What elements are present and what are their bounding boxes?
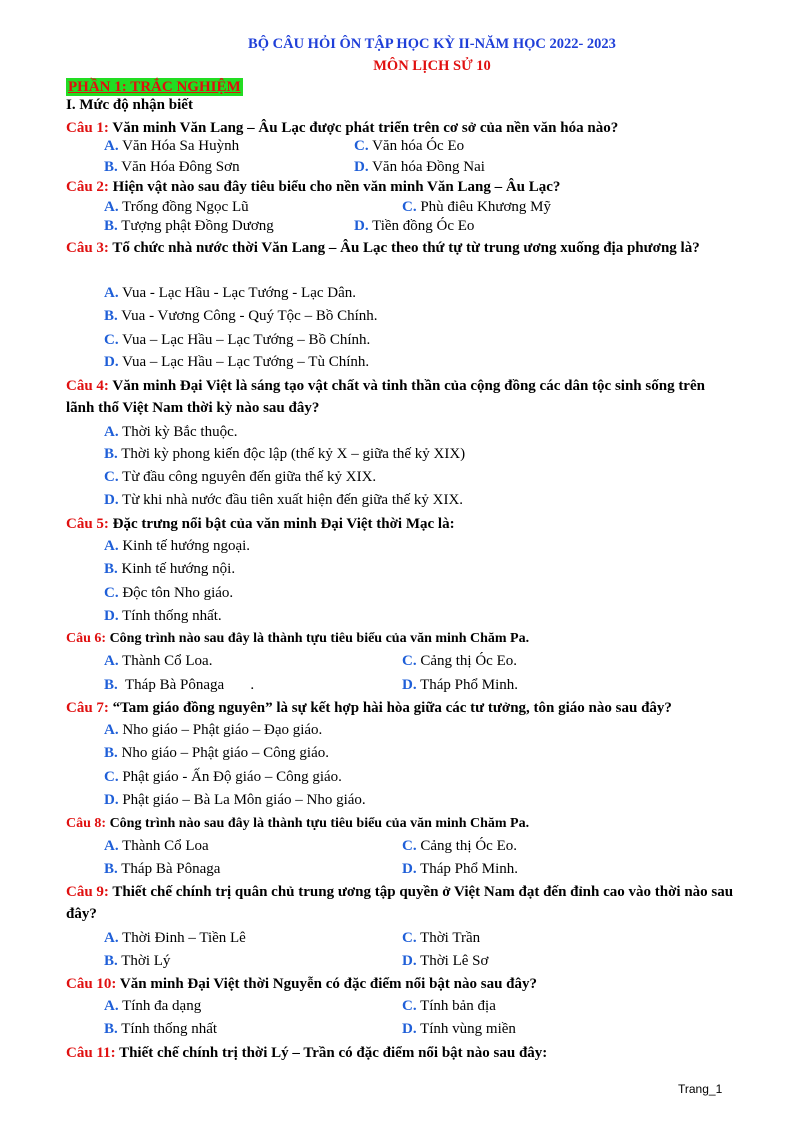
option-letter: B. (104, 159, 118, 175)
option-text: Tượng phật Đồng Dương (117, 218, 274, 234)
question (66, 513, 736, 535)
question-number: Câu 4: (66, 378, 109, 394)
option (104, 651, 212, 671)
option-text: Vua - Vương Công - Quý Tộc – Bồ Chính. (117, 308, 378, 324)
option-letter: C. (104, 469, 119, 485)
option-letter: A. (104, 285, 119, 301)
option-letter: A. (104, 424, 119, 440)
option-text: Từ khi nhà nước đầu tiên xuất hiện đến giữa thế kỷ XIX. (118, 492, 464, 508)
option-letter: A. (104, 998, 119, 1014)
question-number: Câu 9: (66, 884, 109, 900)
question-number: Câu 7: (66, 700, 109, 716)
option-letter: C. (104, 585, 119, 601)
option-letter: B. (104, 561, 118, 577)
option (104, 996, 201, 1016)
option-letter: B. (104, 677, 118, 693)
question-text: Thiết chế chính trị quân chủ trung ương tập quyền ở Việt Nam đạt đến đỉnh cao vào thời nào sau đây? (66, 884, 734, 922)
question-number: Câu 1: (66, 120, 109, 136)
option (402, 928, 480, 948)
question-number: Câu 5: (66, 516, 109, 532)
option-letter: A. (104, 838, 119, 854)
option-letter: D. (104, 608, 119, 624)
option (402, 836, 517, 856)
option-text: Nho giáo – Phật giáo – Đạo giáo. (118, 722, 323, 738)
option (104, 490, 463, 510)
option-text: Phù điêu Khương Mỹ (416, 199, 551, 215)
option-letter: C. (402, 838, 417, 854)
option-text: Thời Trần (416, 930, 481, 946)
option-text: Tiền đồng Óc Eo (368, 218, 475, 234)
option-letter: B. (104, 218, 118, 234)
option-letter: D. (104, 354, 119, 370)
option-letter: C. (402, 653, 417, 669)
question (66, 1042, 736, 1064)
option (104, 559, 235, 579)
option (402, 996, 496, 1016)
option (402, 197, 551, 217)
option (104, 720, 322, 740)
option (104, 216, 274, 236)
option (402, 1019, 516, 1039)
option (104, 536, 250, 556)
question-number: Câu 11: (66, 1045, 116, 1061)
option-letter: D. (354, 218, 369, 234)
option (354, 216, 474, 236)
option-letter: A. (104, 199, 119, 215)
question (66, 176, 736, 198)
question-number: Câu 3: (66, 240, 109, 256)
option-letter: D. (402, 953, 417, 969)
option-text: Vua – Lạc Hầu – Lạc Tướng – Tù Chính. (118, 354, 370, 370)
option-text: Thời Đinh – Tiền Lê (118, 930, 246, 946)
option-letter: B. (104, 446, 118, 462)
option-text: Vua - Lạc Hầu - Lạc Tướng - Lạc Dân. (118, 285, 357, 301)
question-text: Văn minh Đại Việt thời Nguyễn có đặc điểm nổi bật nào sau đây? (116, 976, 538, 992)
option-text: Tính thống nhất. (118, 608, 222, 624)
option-letter: C. (104, 769, 119, 785)
question-number: Câu 2: (66, 179, 109, 195)
question-text: Đặc trưng nổi bật của văn minh Đại Việt thời Mạc là: (108, 516, 455, 532)
option-letter: A. (104, 653, 119, 669)
option-text: Tháp Phổ Minh. (416, 861, 518, 877)
option (104, 444, 465, 464)
option-text: Văn hóa Đồng Nai (368, 159, 485, 175)
document-title: BỘ CÂU HỎI ÔN TẬP HỌC KỲ II-NĂM HỌC 2022- 2023 (248, 36, 616, 52)
option (104, 767, 342, 787)
question-text: Tổ chức nhà nước thời Văn Lang – Âu Lạc theo thứ tự từ trung ương xuống địa phương là? (108, 240, 700, 256)
option-text: Phật giáo - Ấn Độ giáo – Công giáo. (118, 769, 342, 785)
option-text: Tháp Phổ Minh. (416, 677, 518, 693)
option (104, 306, 378, 326)
option-text: Thời Lê Sơ (416, 953, 489, 969)
option-letter: B. (104, 953, 118, 969)
option (104, 928, 246, 948)
option (402, 951, 488, 971)
option (104, 197, 249, 217)
option-letter: C. (354, 138, 369, 154)
question-text: Văn minh Đại Việt là sáng tạo vật chất và tinh thần của cộng đồng các dân tộc sinh sống trên lãnh thổ Việt Nam thời kỳ nào sau đây? (66, 378, 705, 416)
option (402, 675, 518, 695)
option (104, 675, 254, 695)
option-letter: B. (104, 308, 118, 324)
option-text: Vua – Lạc Hầu – Lạc Tướng – Bồ Chính. (118, 332, 371, 348)
option-text: Tính thống nhất (117, 1021, 218, 1037)
option-letter: B. (104, 861, 118, 877)
question-text: Công trình nào sau đây là thành tựu tiêu biểu của văn minh Chăm Pa. (106, 816, 530, 831)
option (104, 283, 356, 303)
option-text: Thời kỳ phong kiến độc lập (thế kỷ X – giữa thế kỷ XIX) (117, 446, 466, 462)
option-text: Từ đầu công nguyên đến giữa thế kỷ XIX. (118, 469, 377, 485)
question (66, 375, 736, 419)
question (66, 697, 736, 719)
option (104, 859, 220, 879)
option-letter: A. (104, 538, 119, 554)
question (66, 628, 736, 650)
option-text: Tính đa dạng (118, 998, 202, 1014)
option-letter: C. (402, 199, 417, 215)
option-text: Văn Hóa Đông Sơn (117, 159, 240, 175)
option (402, 651, 517, 671)
option-text: Thời Lý (117, 953, 171, 969)
question-text: “Tam giáo đồng nguyên” là sự kết hợp hài hòa giữa các tư tưởng, tôn giáo nào sau đây? (108, 700, 672, 716)
option-letter: B. (104, 1021, 118, 1037)
subject-title: MÔN LỊCH SỬ 10 (373, 58, 491, 74)
option-text: Cảng thị Óc Eo. (416, 653, 517, 669)
option (104, 467, 376, 487)
option (104, 790, 366, 810)
option-letter: D. (104, 492, 119, 508)
option-letter: B. (104, 745, 118, 761)
option-letter: D. (104, 792, 119, 808)
option-text: Độc tôn Nho giáo. (118, 585, 234, 601)
question-number: Câu 8: (66, 816, 107, 831)
option (104, 583, 233, 603)
option-text: Tháp Bà Pônaga . (117, 677, 255, 693)
question (66, 813, 736, 835)
option-text: Kinh tế hướng ngoại. (118, 538, 251, 554)
question-text: Thiết chế chính trị thời Lý – Trần có đặc điểm nổi bật nào sau đây: (115, 1045, 548, 1061)
option-text: Tháp Bà Pônaga (117, 861, 221, 877)
option-text: Trống đồng Ngọc Lũ (118, 199, 249, 215)
question (66, 973, 736, 995)
option (104, 951, 170, 971)
level-heading: I. Mức độ nhận biết (66, 97, 193, 113)
option (104, 836, 209, 856)
option (104, 352, 369, 372)
option-text: Thành Cổ Loa (118, 838, 209, 854)
question-text: Công trình nào sau đây là thành tựu tiêu biểu của văn minh Chăm Pa. (106, 631, 530, 646)
option-text: Tính vùng miền (416, 1021, 516, 1037)
question (66, 237, 736, 259)
option-text: Nho giáo – Phật giáo – Công giáo. (117, 745, 329, 761)
option (104, 1019, 217, 1039)
option-text: Tính bản địa (416, 998, 496, 1014)
question (66, 881, 736, 925)
option (104, 743, 329, 763)
option-letter: C. (402, 998, 417, 1014)
option-text: Thành Cổ Loa. (118, 653, 213, 669)
question-number: Câu 10: (66, 976, 117, 992)
option-text: Phật giáo – Bà La Môn giáo – Nho giáo. (118, 792, 366, 808)
page-number: Trang_1 (678, 1082, 723, 1096)
section-heading: PHẦN 1: TRẮC NGHIỆM (68, 79, 241, 95)
question-number: Câu 6: (66, 631, 107, 646)
option-text: Thời kỳ Bắc thuộc. (118, 424, 238, 440)
option (402, 859, 518, 879)
option-letter: D. (402, 677, 417, 693)
option-letter: D. (402, 861, 417, 877)
option-letter: C. (104, 332, 119, 348)
option-text: Văn hóa Óc Eo (368, 138, 465, 154)
option-letter: C. (402, 930, 417, 946)
option (104, 136, 239, 156)
option-letter: D. (402, 1021, 417, 1037)
option-letter: D. (354, 159, 369, 175)
question-text: Hiện vật nào sau đây tiêu biểu cho nền văn minh Văn Lang – Âu Lạc? (108, 179, 561, 195)
option (104, 606, 222, 626)
question-text: Văn minh Văn Lang – Âu Lạc được phát triển trên cơ sở của nền văn hóa nào? (108, 120, 619, 136)
option (104, 157, 240, 177)
option-letter: A. (104, 722, 119, 738)
option (104, 330, 370, 350)
option-text: Kinh tế hướng nội. (117, 561, 236, 577)
option (354, 157, 485, 177)
option-letter: A. (104, 138, 119, 154)
option (104, 422, 237, 442)
option-text: Cảng thị Óc Eo. (416, 838, 517, 854)
option-letter: A. (104, 930, 119, 946)
option (354, 136, 464, 156)
option-text: Văn Hóa Sa Huỳnh (118, 138, 240, 154)
